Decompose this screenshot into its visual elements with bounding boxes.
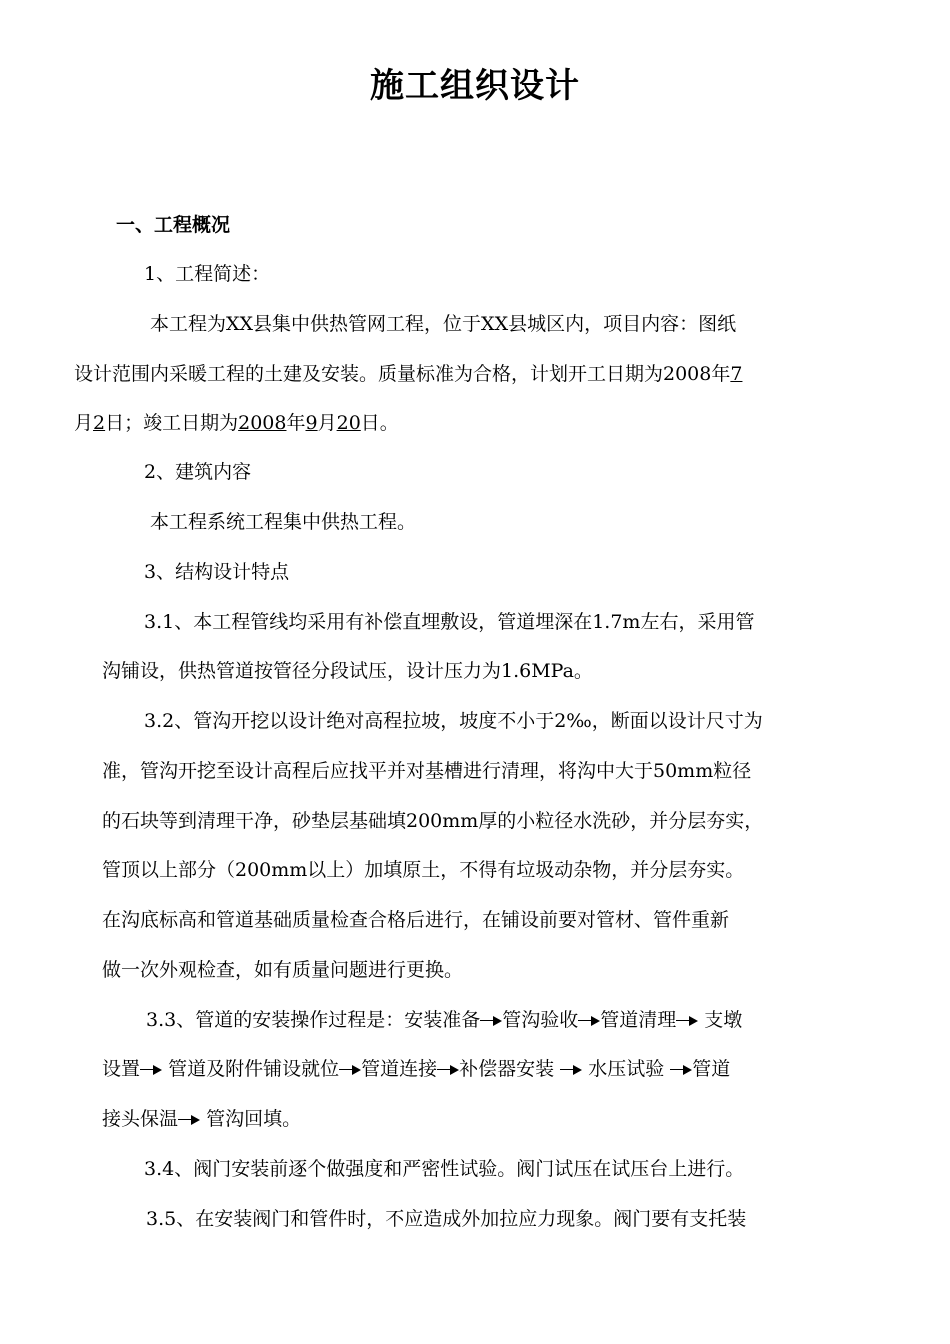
paragraph-line: 3.1、本工程管线均采用有补偿直埋敷设，管道埋深在1.7m左右，采用管	[144, 611, 755, 633]
text-run: 3.3、管道的安装操作过程是：安装准备	[146, 1009, 481, 1031]
process-step: 补偿器安装	[459, 1058, 555, 1080]
process-step: 接头保温	[102, 1108, 179, 1130]
text-run: 月	[317, 412, 337, 434]
subheading-project-brief: 1、工程简述：	[144, 263, 271, 285]
text-run: 年	[286, 412, 306, 434]
paragraph-line: 本工程系统工程集中供热工程。	[150, 511, 417, 533]
paragraph-line	[74, 410, 399, 436]
paragraph-line: 管顶以上部分（200mm以上）加填原土，不得有垃圾动杂物，并分层夯实。	[102, 859, 745, 881]
process-step: 设置	[102, 1058, 141, 1080]
arrow-right-icon	[676, 1016, 698, 1026]
text-run: 月	[74, 412, 94, 434]
paragraph-line: 3.4、阀门安装前逐个做强度和严密性试验。阀门试压在试压台上进行。	[144, 1158, 745, 1180]
process-flow-line	[102, 1106, 301, 1132]
arrow-right-icon	[339, 1065, 361, 1075]
end-month: 9	[305, 412, 318, 434]
paragraph-line: 在沟底标高和管道基础质量检查合格后进行，在铺设前要对管材、管件重新	[102, 909, 730, 931]
paragraph-line	[74, 361, 742, 387]
paragraph-line: 准，管沟开挖至设计高程后应找平并对基槽进行清理，将沟中大于50mm粒径	[102, 760, 752, 782]
process-step: 管道连接	[361, 1058, 438, 1080]
process-step: 水压试验	[588, 1058, 665, 1080]
process-flow-line	[146, 1007, 742, 1033]
paragraph-line: 做一次外观检查，如有质量问题进行更换。	[102, 959, 464, 981]
end-day: 20	[336, 412, 361, 434]
process-step: 管道	[692, 1058, 731, 1080]
arrow-right-icon	[140, 1065, 162, 1075]
process-step: 支墩	[704, 1009, 743, 1031]
end-year: 2008	[238, 412, 287, 434]
paragraph-line: 的石块等到清理干净，砂垫层基础填200mm厚的小粒径水洗砂，并分层夯实，	[102, 810, 764, 832]
subheading-building-content: 2、建筑内容	[144, 461, 252, 483]
arrow-right-icon	[178, 1115, 200, 1125]
process-flow-line	[102, 1056, 730, 1082]
paragraph-line: 3.5、在安装阀门和管件时，不应造成外加拉应力现象。阀门要有支托装	[146, 1208, 747, 1230]
paragraph-line: 沟铺设，供热管道按管径分段试压，设计压力为1.6MPa。	[102, 660, 593, 682]
section-heading-overview: 一、工程概况	[116, 214, 231, 236]
start-month: 7	[730, 363, 743, 385]
arrow-right-icon	[578, 1016, 600, 1026]
arrow-right-icon	[437, 1065, 459, 1075]
text-run: 日；竣工日期为	[105, 412, 239, 434]
process-step: 管沟回填。	[206, 1108, 302, 1130]
text-run: 设计范围内采暖工程的土建及安装。质量标准为合格，计划开工日期为2008年	[74, 363, 731, 385]
paragraph-line: 本工程为XX县集中供热管网工程，位于XX县城区内，项目内容：图纸	[150, 313, 737, 335]
start-day: 2	[93, 412, 106, 434]
arrow-right-icon	[670, 1065, 692, 1075]
subheading-structure: 3、结构设计特点	[144, 561, 290, 583]
process-step: 管道清理	[600, 1009, 677, 1031]
text-run: 日。	[360, 412, 399, 434]
arrow-right-icon	[480, 1016, 502, 1026]
document-title: 施工组织设计	[370, 66, 580, 106]
arrow-right-icon	[560, 1065, 582, 1075]
paragraph-line: 3.2、管沟开挖以设计绝对高程拉坡，坡度不小于2‰，断面以设计尺寸为	[144, 710, 763, 732]
process-step: 管道及附件铺设就位	[168, 1058, 340, 1080]
process-step: 管沟验收	[502, 1009, 579, 1031]
